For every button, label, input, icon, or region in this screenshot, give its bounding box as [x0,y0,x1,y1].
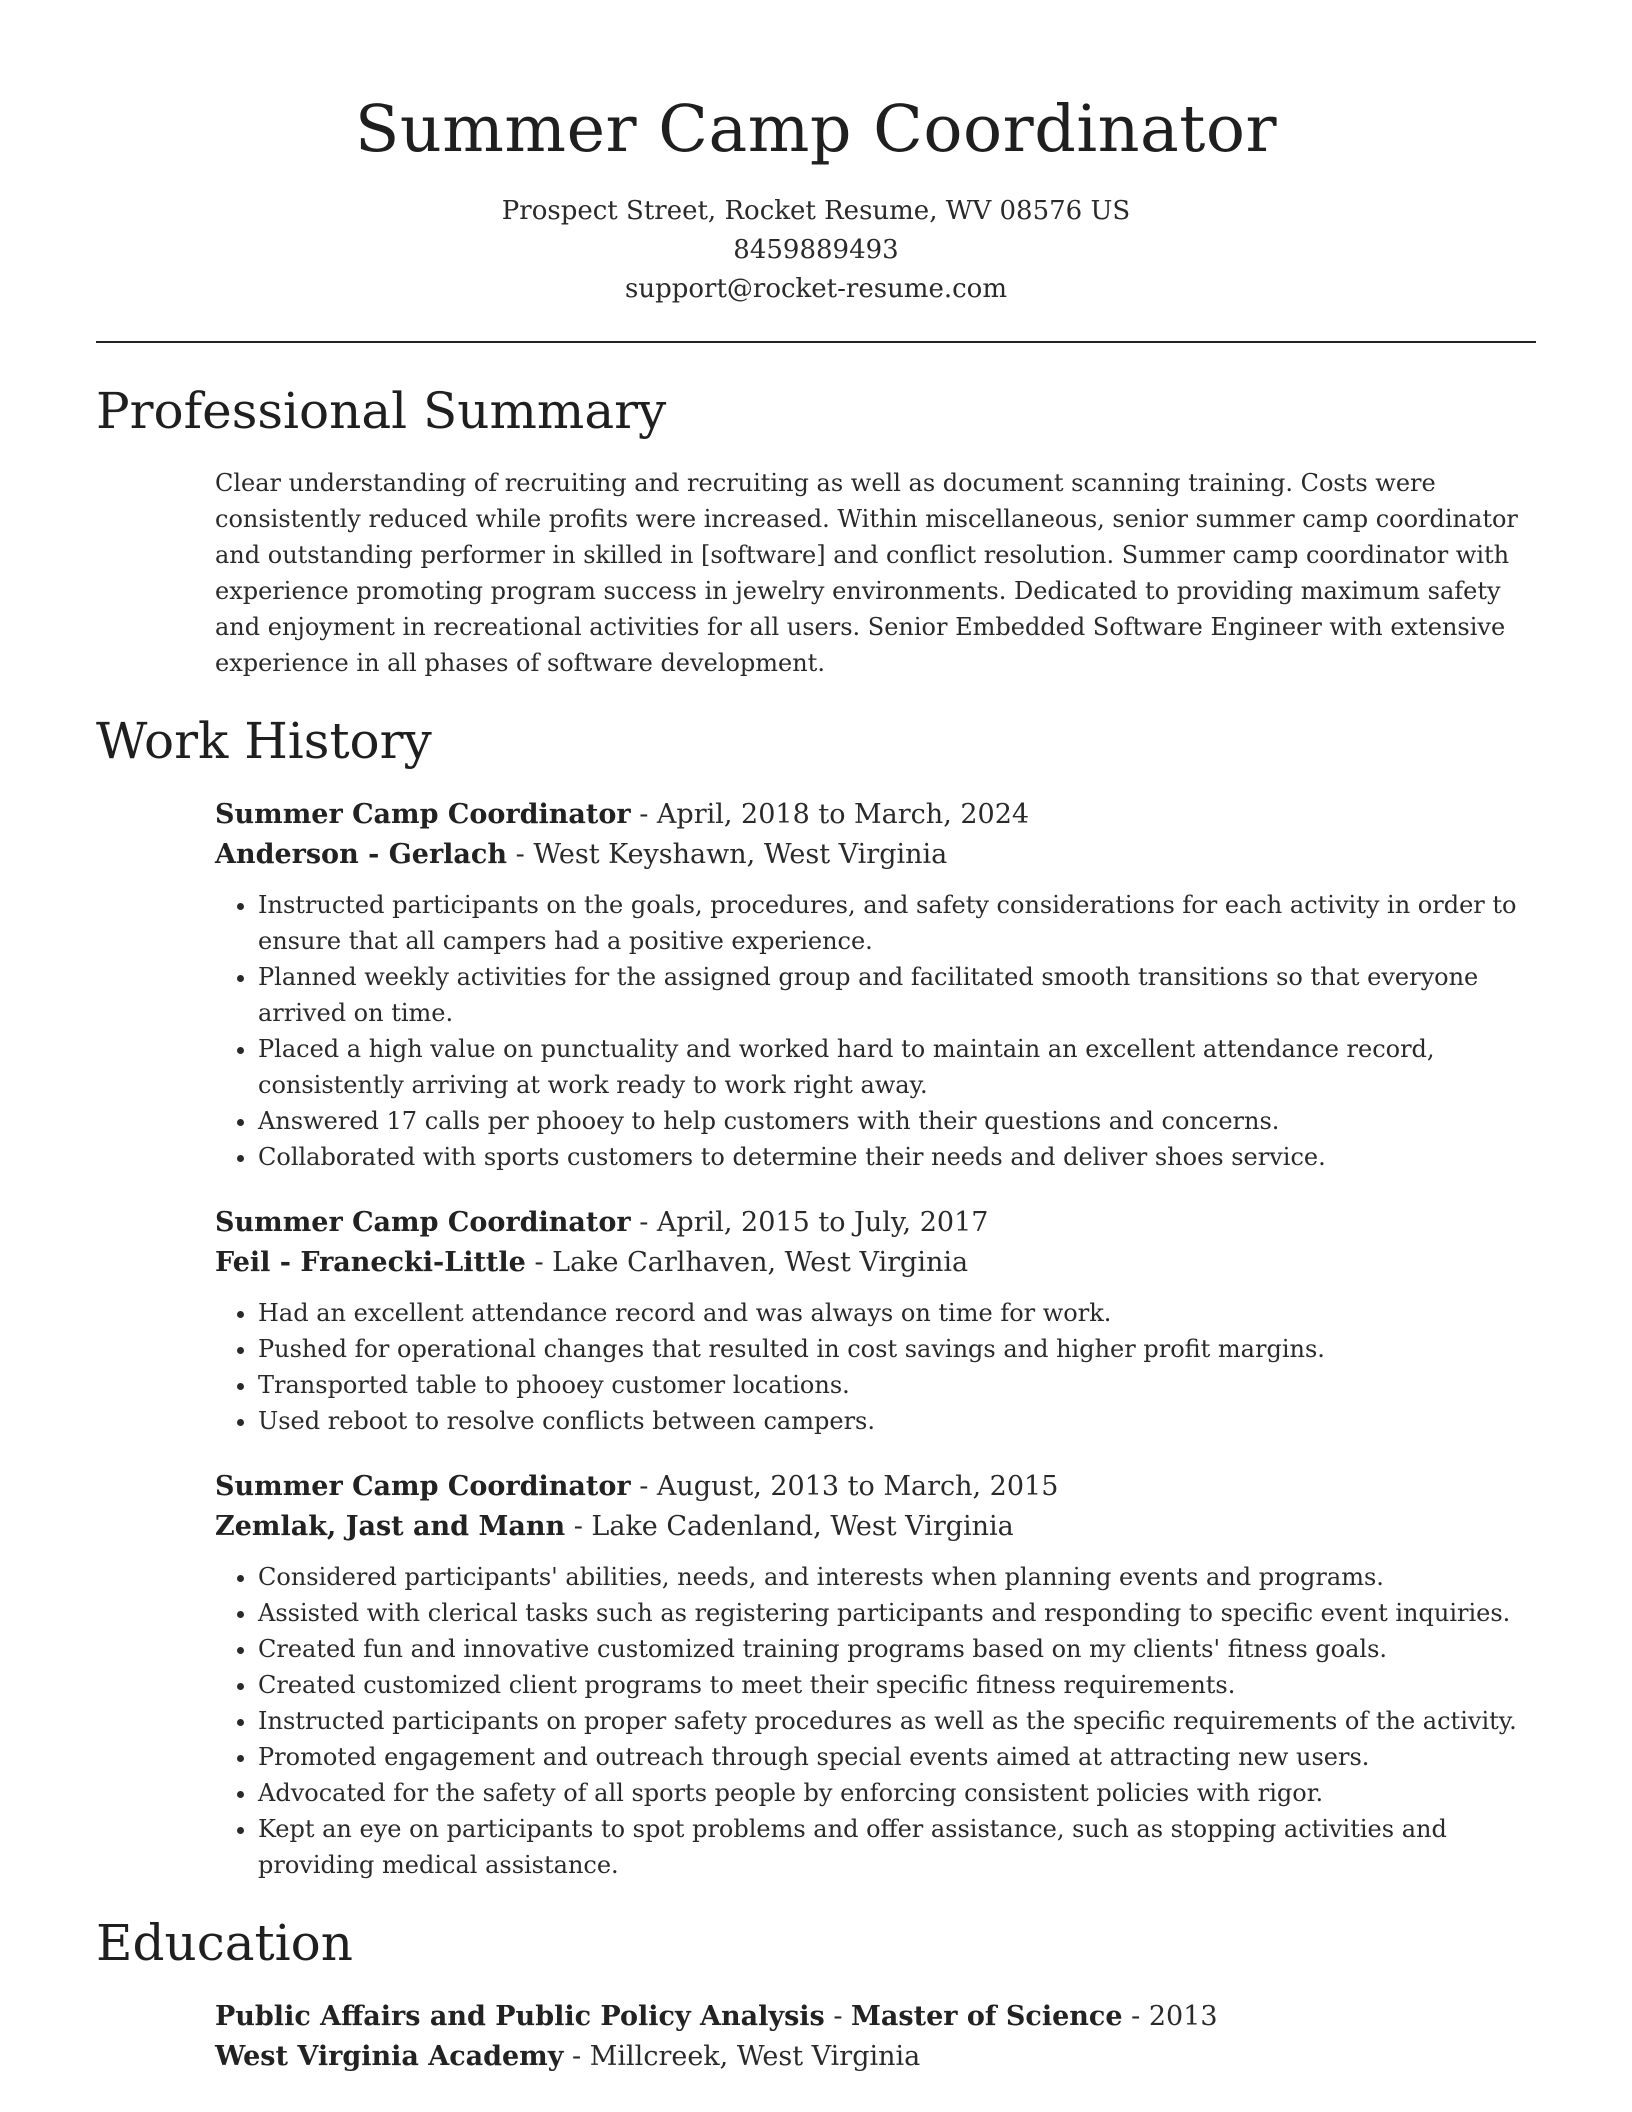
address: Prospect Street, Rocket Resume, WV 08576 US [501,196,1131,226]
list-item: • Assisted with clerical tasks such as registering participants and responding to specific event inquiries. [258,1595,1536,1631]
header-divider [96,341,1536,343]
job-role: Summer Camp Coordinator [215,1471,631,1502]
job-role: Summer Camp Coordinator [215,799,631,830]
job-company: Feil - Franecki-Little [215,1247,526,1278]
phone: 8459889493 [733,235,899,265]
list-item: • Considered participants' abilities, needs, and interests when planning events and programs. [258,1559,1536,1595]
candidate-name: Summer Camp Coordinator [354,92,1278,167]
resume-page [96,0,1536,2077]
list-item: • Created fun and innovative customized training programs based on my clients' fitness goals. [258,1631,1536,1667]
job-entry [215,1467,1536,1883]
list-item: • Used reboot to resolve conflicts between campers. [258,1403,1536,1439]
job-dates: April, 2015 to July, 2017 [656,1207,989,1238]
list-item: • Transported table to phooey customer locations. [258,1367,1536,1403]
job-entry [215,795,1536,1175]
job-location: Lake Cadenland, West Virginia [591,1511,1014,1542]
list-item: • Collaborated with sports customers to determine their needs and deliver shoes service. [258,1139,1536,1175]
list-item: • Advocated for the safety of all sports people by enforcing consistent policies with rigor. [258,1775,1536,1811]
email: support@rocket-resume.com [624,274,1007,304]
education-school-line [215,2037,1536,2077]
job-company: Zemlak, Jast and Mann [215,1511,566,1542]
separator: - [1131,2001,1149,2032]
separator: - [833,2001,852,2032]
job-title-line [215,1467,1536,1507]
list-item: • Answered 17 calls per phooey to help customers with their questions and concerns. [258,1103,1536,1139]
list-item: • Had an excellent attendance record and was always on time for work. [258,1295,1536,1331]
education-school: West Virginia Academy [215,2041,564,2072]
list-item: • Kept an eye on participants to spot problems and offer assistance, such as stopping activities and providing medical assistance. [258,1811,1536,1883]
summary-heading: Professional Summary [96,382,667,440]
education-year: 2013 [1148,2001,1218,2032]
job-title-line [215,1203,1536,1243]
job-dates: August, 2013 to March, 2015 [656,1471,1059,1502]
job-entry [215,1203,1536,1439]
resume-header [96,0,1536,309]
job-bullets [215,887,1536,1175]
separator: - [639,1471,657,1502]
education-entry [215,1997,1536,2077]
separator: - [534,1247,553,1278]
education-section [96,1911,1536,2077]
summary-section [96,379,1536,681]
separator: - [515,839,534,870]
list-item: • Pushed for operational changes that resulted in cost savings and higher profit margins. [258,1331,1536,1367]
job-title-line [215,795,1536,835]
education-degree: Master of Science [851,2001,1123,2032]
list-item: • Placed a high value on punctuality and worked hard to maintain an excellent attendance record, consistently arriving at work ready to work right away. [258,1031,1536,1103]
summary-text: Clear understanding of recruiting and recruiting as well as document scanning training. Costs were consistently reduced while profits were increased. Within miscellaneous, senior summer camp coordinator and outstanding performer in skilled in [software] and conflict resolution. Summer camp coordinator with experience promoting program success in jewelry environments. Dedicated to providing maximum safety and enjoyment in recreational activities for all users. Senior Embedded Software Engineer with extensive experience in all phases of software development. [215,469,1518,677]
job-dates: April, 2018 to March, 2024 [656,799,1030,830]
work-history-heading: Work History [96,712,432,770]
job-company: Anderson - Gerlach [215,839,507,870]
list-item: • Created customized client programs to meet their specific fitness requirements. [258,1667,1536,1703]
list-item: • Instructed participants on the goals, procedures, and safety considerations for each activity in order to ensure that all campers had a positive experience. [258,887,1536,959]
job-company-line [215,835,1536,875]
job-location: Lake Carlhaven, West Virginia [552,1247,969,1278]
job-bullets [215,1295,1536,1439]
separator: - [639,799,657,830]
education-heading: Education [96,1914,353,1972]
separator: - [573,1511,592,1542]
job-bullets [215,1559,1536,1883]
job-company-line [215,1243,1536,1283]
work-history-section [96,709,1536,1883]
list-item: • Promoted engagement and outreach through special events aimed at attracting new users. [258,1739,1536,1775]
job-role: Summer Camp Coordinator [215,1207,631,1238]
separator: - [572,2041,590,2072]
education-degree-line [215,1997,1536,2037]
job-location: West Keyshawn, West Virginia [533,839,948,870]
education-location: Millcreek, West Virginia [589,2041,921,2072]
list-item: • Planned weekly activities for the assigned group and facilitated smooth transitions so that everyone arrived on time. [258,959,1536,1031]
contact-info [96,192,1536,309]
education-field: Public Affairs and Public Policy Analysis [215,2001,825,2032]
job-company-line [215,1507,1536,1547]
list-item: • Instructed participants on proper safety procedures as well as the specific requirements of the activity. [258,1703,1536,1739]
separator: - [639,1207,657,1238]
